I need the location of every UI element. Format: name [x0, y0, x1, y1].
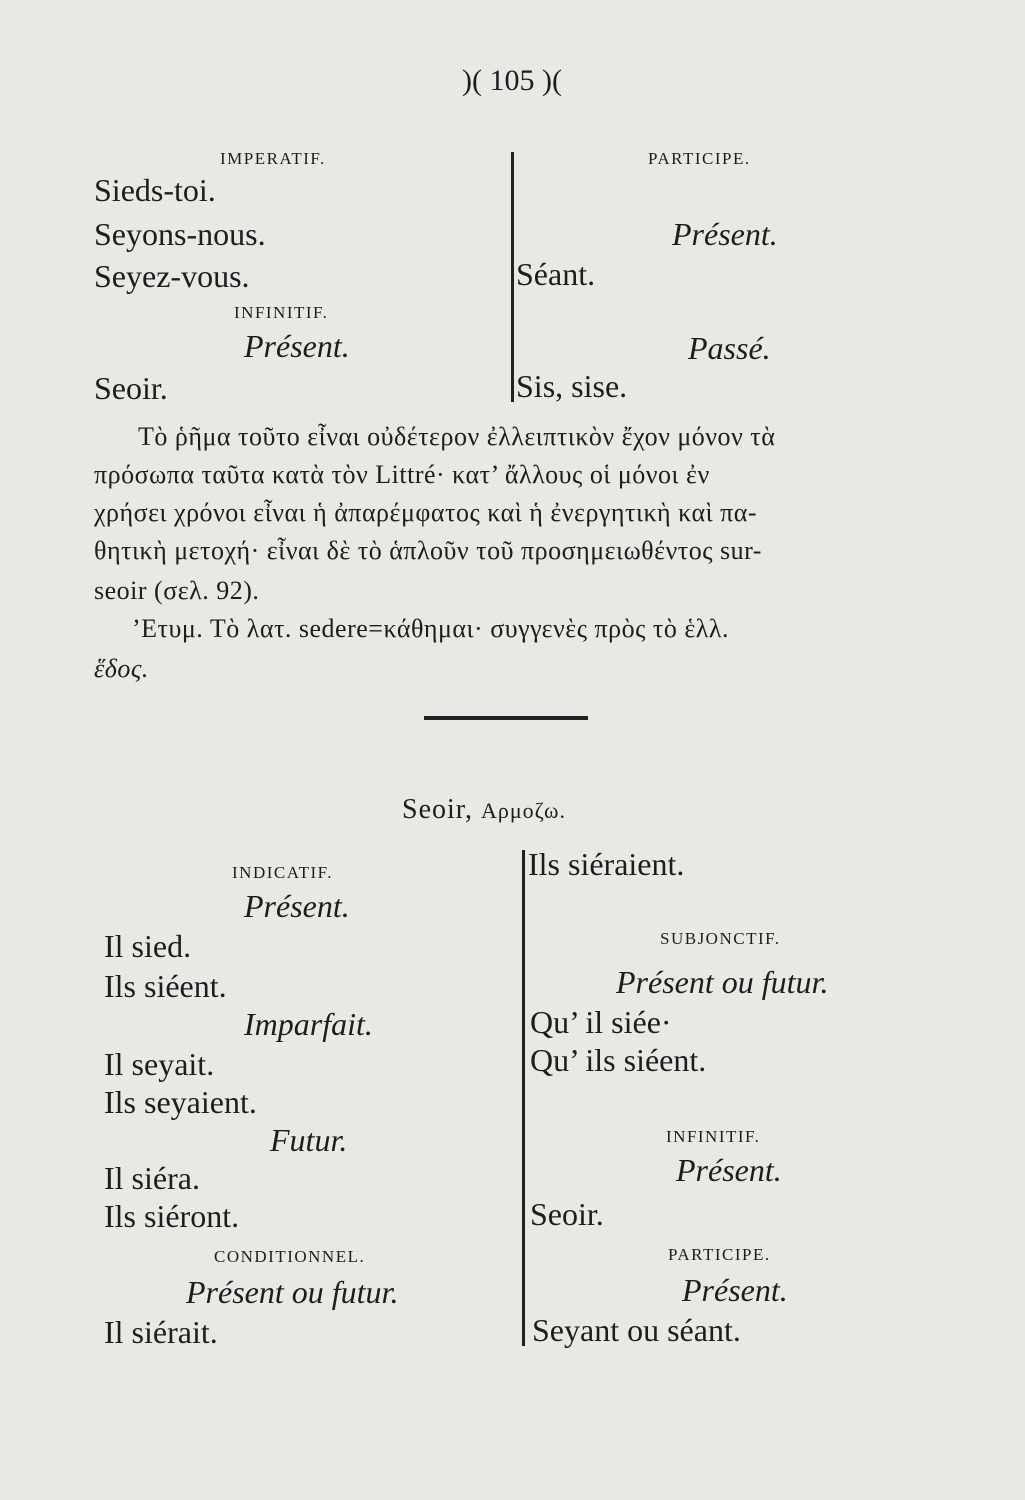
commentary-line: ’Ετυμ. Τὸ λατ. sedere=κάθημαι· συγγενὲς πρὸς τὸ ἑλλ.: [132, 614, 729, 643]
imperatif-form: Seyez-vous.: [94, 258, 250, 294]
subjonctif-form: Qu’ ils siéent.: [530, 1042, 707, 1078]
commentary-line: Τὸ ῥῆμα τοῦτο εἶναι οὐδέτερον ἐλλειπτικὸν ἔχον μόνον τὰ: [138, 422, 776, 451]
participe-passe-form: Sis, sise.: [516, 368, 628, 404]
conditionnel-tense: Présent ou futur.: [186, 1274, 399, 1310]
imperatif-form: Seyons-nous.: [94, 216, 266, 252]
imparfait-form: Il seyait.: [104, 1046, 215, 1082]
verb-title: Seoir,: [402, 794, 473, 825]
commentary-line: ἕδος.: [94, 654, 149, 683]
futur-form: Il siéra.: [104, 1160, 200, 1196]
conditionnel-form: Il siérait.: [104, 1314, 218, 1350]
imperatif-form: Sieds-toi.: [94, 172, 216, 208]
imparfait-form: Ils seyaient.: [104, 1084, 257, 1120]
subjonctif-form: Qu’ il siée·: [530, 1004, 672, 1040]
commentary-line: πρόσωπα ταῦτα κατὰ τὸν Littré· κατ’ ἄλλους οἱ μόνοι ἐν: [94, 460, 710, 489]
commentary-line: χρήσει χρόνοι εἶναι ἡ ἀπαρέμφατος καὶ ἡ ἐνεργητικὴ καὶ πα-: [94, 498, 758, 527]
conditionnel-heading: CONDITIONNEL.: [214, 1247, 366, 1266]
commentary-line: seoir (σελ. 92).: [94, 576, 260, 605]
participe-heading-2: PARTICIPE.: [668, 1245, 771, 1264]
infinitif-form: Seoir.: [94, 370, 168, 406]
participe-tense-2: Présent.: [682, 1272, 788, 1308]
participe-present-label: Présent.: [672, 216, 778, 252]
futur-label: Futur.: [270, 1122, 348, 1158]
conditionnel-plural-form: Ils siéraient.: [528, 846, 685, 882]
imparfait-label: Imparfait.: [244, 1006, 373, 1042]
indicatif-form: Il sied.: [104, 928, 192, 964]
indicatif-form: Ils siéent.: [104, 968, 227, 1004]
greek-translation: Αρμοζω.: [480, 798, 566, 823]
participe-passe-label: Passé.: [688, 330, 771, 366]
participe-form-2: Seyant ou séant.: [532, 1312, 741, 1348]
column-divider: [511, 152, 514, 402]
commentary-line: θητικὴ μετοχή· εἶναι δὲ τὸ ἁπλοῦν τοῦ προσημειωθέντος sur-: [94, 536, 762, 565]
infinitif-tense-2: Présent.: [676, 1152, 782, 1188]
imperatif-heading: IMPERATIF.: [220, 149, 326, 168]
subjonctif-heading: SUBJONCTIF.: [660, 929, 781, 948]
futur-form: Ils siéront.: [104, 1198, 240, 1234]
page-number: )( 105 )(: [462, 64, 562, 97]
infinitif-tense: Présent.: [244, 328, 350, 364]
indicatif-present-label: Présent.: [244, 888, 350, 924]
subjonctif-tense: Présent ou futur.: [616, 964, 829, 1000]
infinitif-heading-2: INFINITIF.: [666, 1127, 761, 1146]
infinitif-form-2: Seoir.: [530, 1196, 604, 1232]
participe-present-form: Séant.: [516, 256, 596, 292]
infinitif-heading: INFINITIF.: [234, 303, 329, 322]
section-rule: [424, 716, 588, 720]
section-title: [402, 796, 566, 824]
participe-heading: PARTICIPE.: [648, 149, 751, 168]
indicatif-heading: INDICATIF.: [232, 863, 333, 882]
column-divider: [522, 850, 525, 1346]
